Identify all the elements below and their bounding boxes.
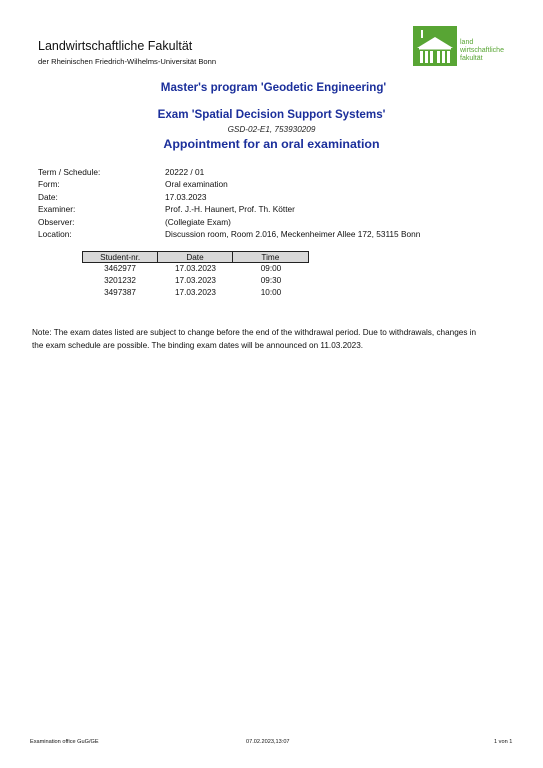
student-nr-cell: 3462977: [104, 264, 136, 273]
time-cell: 09:00: [260, 264, 282, 273]
logo-wordmark: [460, 39, 504, 63]
schedule-header-row: [82, 251, 309, 263]
note-line: Note: The exam dates listed are subject to change before the end of the withdrawal period. Due to withdrawals, changes in: [32, 328, 477, 337]
column-header-date: Date: [158, 252, 232, 262]
note-line: the exam schedule are possible. The binding exam dates will be announced on 11.03.2023.: [32, 341, 364, 350]
footer-office: Examination office GuG/GE: [30, 739, 99, 745]
appointment-heading: Appointment for an oral examination: [163, 137, 380, 151]
logo-line: land: [460, 39, 474, 46]
info-value: 17.03.2023: [165, 191, 207, 202]
footer-timestamp: 07.02.2023,13:07: [246, 739, 290, 745]
faculty-subtitle: der Rheinischen Friedrich-Wilhelms-Universität Bonn: [38, 57, 217, 66]
student-nr-cell: 3497387: [104, 288, 136, 298]
footer-page-number: 1 von 1: [494, 739, 513, 745]
info-value: Prof. J.-H. Haunert, Prof. Th. Kötter: [165, 204, 295, 215]
column-header-student-nr: Student-nr.: [83, 252, 158, 262]
faculty-logo: [413, 26, 513, 66]
date-cell: 17.03.2023: [175, 276, 216, 286]
info-label: Term / Schedule:: [38, 167, 101, 177]
info-value: (Collegiate Exam): [165, 216, 231, 227]
time-cell: 10:00: [260, 288, 282, 298]
faculty-title: Landwirtschaftliche Fakultät: [38, 39, 193, 53]
exam-heading: Exam 'Spatial Decision Support Systems': [157, 108, 386, 121]
info-label: Observer:: [38, 216, 75, 227]
date-cell: 17.03.2023: [175, 288, 216, 298]
time-cell: 09:30: [260, 276, 282, 286]
date-cell: 17.03.2023: [175, 264, 216, 273]
table-row: [82, 287, 309, 299]
column-header-time: Time: [261, 253, 280, 262]
info-label: Location:: [38, 228, 72, 239]
logo-line: fakultät: [460, 55, 483, 62]
info-label: Date:: [38, 191, 58, 202]
info-value: Discussion room, Room 2.016, Meckenheimer Allee 172, 53115 Bonn: [165, 228, 421, 239]
student-nr-cell: 3201232: [104, 276, 136, 286]
info-value: 20222 / 01: [165, 167, 205, 177]
schedule-table: [82, 251, 309, 300]
info-value: Oral examination: [165, 179, 228, 190]
table-row: [82, 263, 309, 275]
info-label: Form:: [38, 179, 60, 190]
logo-line: wirtschaftliche: [460, 47, 504, 54]
info-label: Examiner:: [38, 204, 76, 215]
program-heading: Master's program 'Geodetic Engineering': [160, 81, 387, 94]
withdrawal-note: [32, 326, 520, 352]
table-row: [82, 275, 309, 287]
farmhouse-logo-icon: [413, 26, 457, 66]
exam-code: GSD-02-E1, 753930209: [227, 125, 316, 134]
